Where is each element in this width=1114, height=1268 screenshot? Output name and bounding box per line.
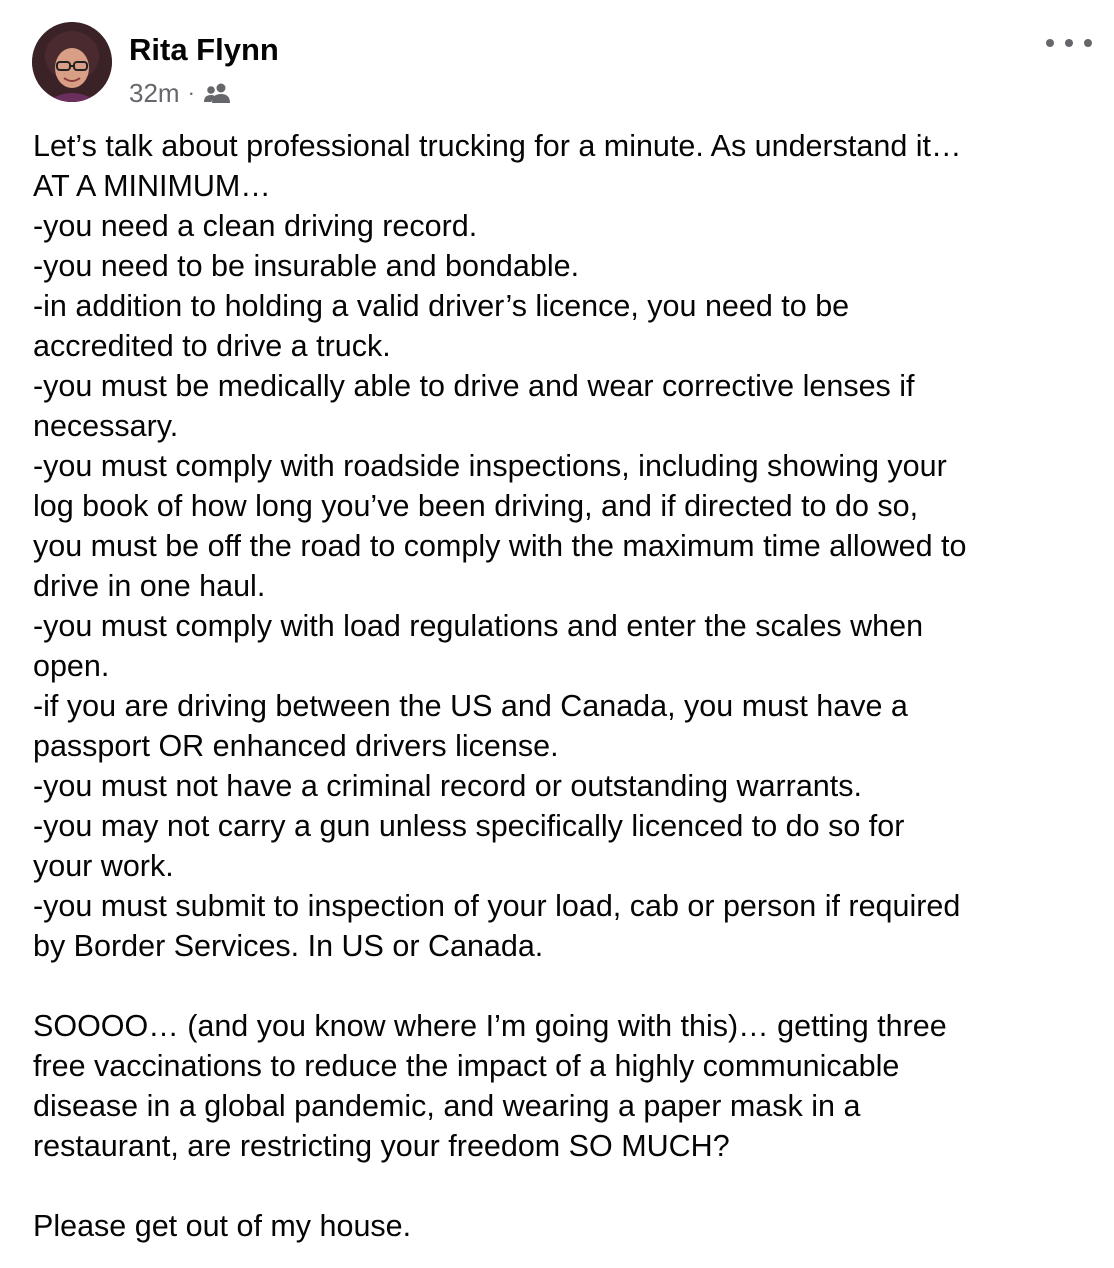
post-text-line: open.	[33, 649, 110, 683]
post-text-line: you must be off the road to comply with the maximum time allowed to	[33, 529, 967, 563]
friends-icon[interactable]	[203, 82, 231, 104]
post-text-line: -if you are driving between the US and Canada, you must have a	[33, 689, 908, 723]
meta-separator: ·	[187, 80, 195, 105]
avatar-image	[32, 22, 112, 102]
post-text-line: by Border Services. In US or Canada.	[33, 929, 544, 963]
post-text-line: Please get out of my house.	[33, 1209, 412, 1243]
post-text-line: disease in a global pandemic, and wearing a paper mask in a	[33, 1089, 861, 1123]
post-text-line: -you need to be insurable and bondable.	[33, 249, 580, 283]
more-options-button[interactable]	[1046, 28, 1092, 58]
author-name[interactable]: Rita Flynn	[129, 32, 279, 67]
more-options-icon	[1046, 39, 1054, 47]
post-text-line: your work.	[33, 849, 174, 883]
post-meta	[129, 76, 231, 110]
author-avatar[interactable]	[32, 22, 112, 102]
paragraph-break	[33, 1166, 1103, 1206]
post-text-line: -you may not carry a gun unless specifically licenced to do so for	[33, 809, 905, 843]
post-text-line: -you must not have a criminal record or outstanding warrants.	[33, 769, 862, 803]
post-text-line: accredited to drive a truck.	[33, 329, 391, 363]
post-text-line: AT A MINIMUM…	[33, 169, 271, 203]
post-text-line: -you must be medically able to drive and wear corrective lenses if	[33, 369, 915, 403]
post-text-line: restaurant, are restricting your freedom SO MUCH?	[33, 1129, 730, 1163]
post-timestamp[interactable]: 32m	[129, 77, 180, 108]
more-options-icon	[1065, 39, 1073, 47]
post-text-line: log book of how long you’ve been driving, and if directed to do so,	[33, 489, 919, 523]
post-text-line: free vaccinations to reduce the impact of a highly communicable	[33, 1049, 900, 1083]
post-text-line: -you must comply with roadside inspections, including showing your	[33, 449, 947, 483]
post-text-line: drive in one haul.	[33, 569, 266, 603]
more-options-icon	[1084, 39, 1092, 47]
post-text	[33, 126, 1103, 1246]
post-text-line: necessary.	[33, 409, 179, 443]
post-text-line: passport OR enhanced drivers license.	[33, 729, 559, 763]
post-text-line: -in addition to holding a valid driver’s licence, you need to be	[33, 289, 850, 323]
post-text-line: -you need a clean driving record.	[33, 209, 478, 243]
post-text-line: -you must submit to inspection of your load, cab or person if required	[33, 889, 961, 923]
paragraph-break	[33, 966, 1103, 1006]
post-text-line: Let’s talk about professional trucking for a minute. As understand it…	[33, 129, 962, 163]
post-text-line: -you must comply with load regulations and enter the scales when	[33, 609, 924, 643]
post-text-line: SOOOO… (and you know where I’m going with this)… getting three	[33, 1009, 947, 1043]
